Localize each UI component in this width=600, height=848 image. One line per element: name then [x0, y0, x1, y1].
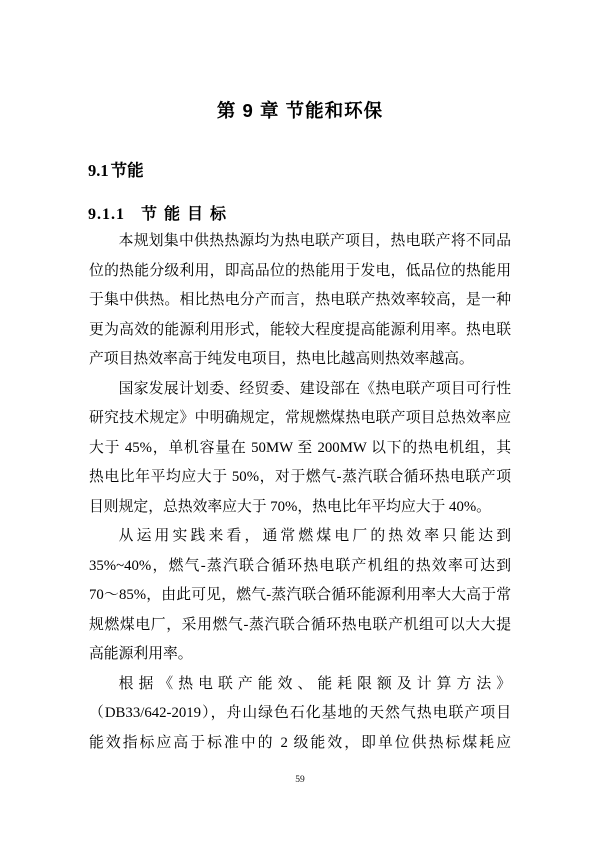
text-line: 本规划集中供热热源均为热电联产项目，热电联产将不同品	[118, 233, 511, 249]
text-line: 从运用实践来看，通常燃煤电厂的热效率只能达到	[118, 528, 511, 544]
subsection-title: 节能目标	[141, 206, 234, 223]
section-number: 9.1	[88, 161, 109, 180]
text-line: 热电比年平均应大于 50%，对于燃气-蒸汽联合循环热电联产项	[89, 469, 511, 485]
text-line: 规燃煤电厂，采用燃气-蒸汽联合循环热电联产机组可以大大提	[89, 616, 511, 633]
text-line: 大于 45%，单机容量在 50MW 至 200MW 以下的热电机组，其	[89, 439, 511, 456]
subsection-heading	[88, 201, 233, 224]
chapter-title: 第 9 章 节能和环保	[216, 100, 384, 121]
text-line: 高能源利用率。	[89, 646, 193, 662]
page-number: 59	[295, 775, 305, 785]
text-line: 更为高效的能源利用形式，能较大程度提高能源利用率。热电联	[89, 321, 511, 338]
body-text	[89, 227, 511, 758]
subsection-number: 9.1.1	[88, 206, 125, 223]
text-line: 产项目热效率高于纯发电项目，热电比越高则热效率越高。	[89, 351, 474, 367]
text-line: 目则规定，总热效率应大于 70%，热电比年平均应大于 40%。	[89, 498, 491, 515]
text-line: 研究技术规定》中明确规定，常规燃煤热电联产项目总热效率应	[89, 410, 511, 426]
text-line: 能效指标应高于标准中的 2 级能效，即单位供热标煤耗应	[89, 734, 511, 751]
section-heading	[88, 157, 144, 181]
text-line: 国家发展计划委、经贸委、建设部在《热电联产项目可行性	[118, 380, 511, 397]
text-line: 35%~40%，燃气-蒸汽联合循环热电联产机组的热效率可达到	[89, 557, 511, 574]
text-line: 70～85%，由此可见，燃气-蒸汽联合循环能源利用率大大高于常	[89, 587, 511, 603]
section-title: 节能	[110, 161, 144, 180]
text-line: 位的热能分级利用，即高品位的热能用于发电，低品位的热能用	[89, 262, 511, 279]
text-line: 根据《热电联产能效、能耗限额及计算方法》	[118, 675, 511, 692]
text-line: （DB33/642-2019），舟山绿色石化基地的天然气热电联产项目	[89, 705, 511, 721]
text-line: 于集中供热。相比热电分产而言，热电联产热效率较高，是一种	[89, 292, 511, 308]
